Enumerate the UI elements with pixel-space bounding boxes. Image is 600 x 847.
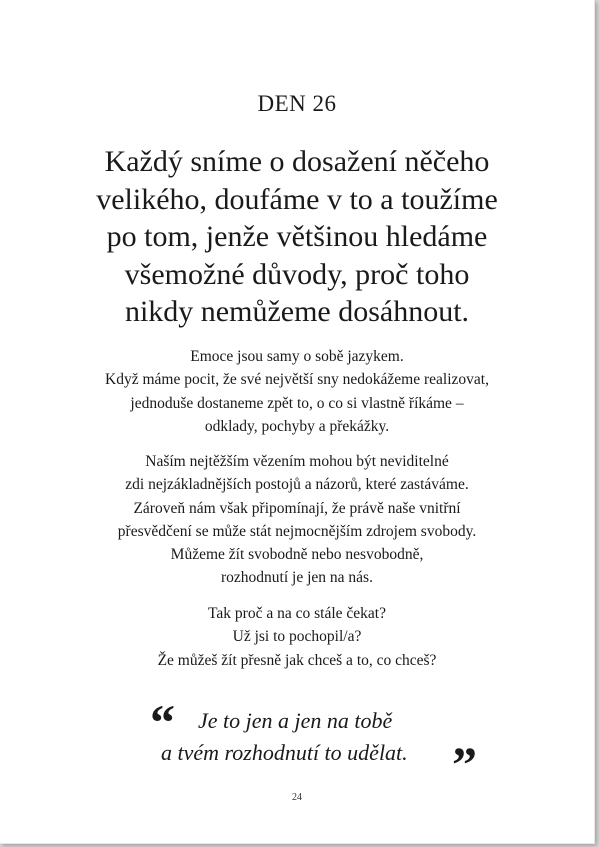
quote-line: a tvém rozhodnutí to udělat. <box>161 740 408 765</box>
paragraph-questions <box>20 602 574 672</box>
pull-quote <box>0 694 594 792</box>
paragraph-line: odklady, pochyby a překážky. <box>204 417 390 435</box>
paragraph-line: Když máme pocit, že své největší sny nedokážeme realizovat, <box>105 371 489 389</box>
page-number: 24 <box>292 792 302 803</box>
paragraph-line: zdi nejzákladnějších postojů a názorů, které zastáváme. <box>125 476 469 494</box>
paragraph-line: Tak proč a na co stále čekat? <box>208 605 386 622</box>
day-heading: DEN 26 <box>257 91 337 116</box>
lead-line: po tom, jenže většinou hledáme <box>106 220 488 253</box>
close-quote-mark-icon: ” <box>452 736 477 792</box>
lead-statement <box>40 143 554 331</box>
open-quote-mark-icon: “ <box>150 694 175 750</box>
paragraph-line: rozhodnutí je jen na nás. <box>221 569 373 587</box>
paragraph-line: Naším nejtěžším vězením mohou být neviditelné <box>145 453 449 470</box>
paragraph-prison <box>20 450 574 590</box>
paragraph-emotions <box>20 345 574 438</box>
lead-line: velikého, doufáme v to a toužíme <box>96 182 498 216</box>
paragraph-line: Emoce jsou samy o sobě jazykem. <box>190 348 404 365</box>
lead-line: nikdy nemůžeme dosáhnout. <box>124 295 470 328</box>
paragraph-line: Zároveň nám však připomínají, že právě naše vnitřní <box>133 499 461 517</box>
paragraph-line: jednoduše dostaneme zpět to, o co si vlastně říkáme – <box>130 394 464 412</box>
paragraph-line: Můžeme žít svobodně nebo nesvobodně, <box>170 546 424 564</box>
paragraph-line: Už jsi to pochopil/a? <box>232 628 362 646</box>
lead-line: Každý sníme o dosažení něčeho <box>104 145 490 178</box>
paragraph-line: přesvědčení se může stát nejmocnějším zdrojem svobody. <box>117 522 477 540</box>
quote-line: Je to jen a jen na tobě <box>198 708 393 733</box>
paragraph-line: Že můžeš žít přesně jak chceš a to, co chceš? <box>157 651 437 669</box>
lead-line: všemožné důvody, proč toho <box>124 257 470 291</box>
